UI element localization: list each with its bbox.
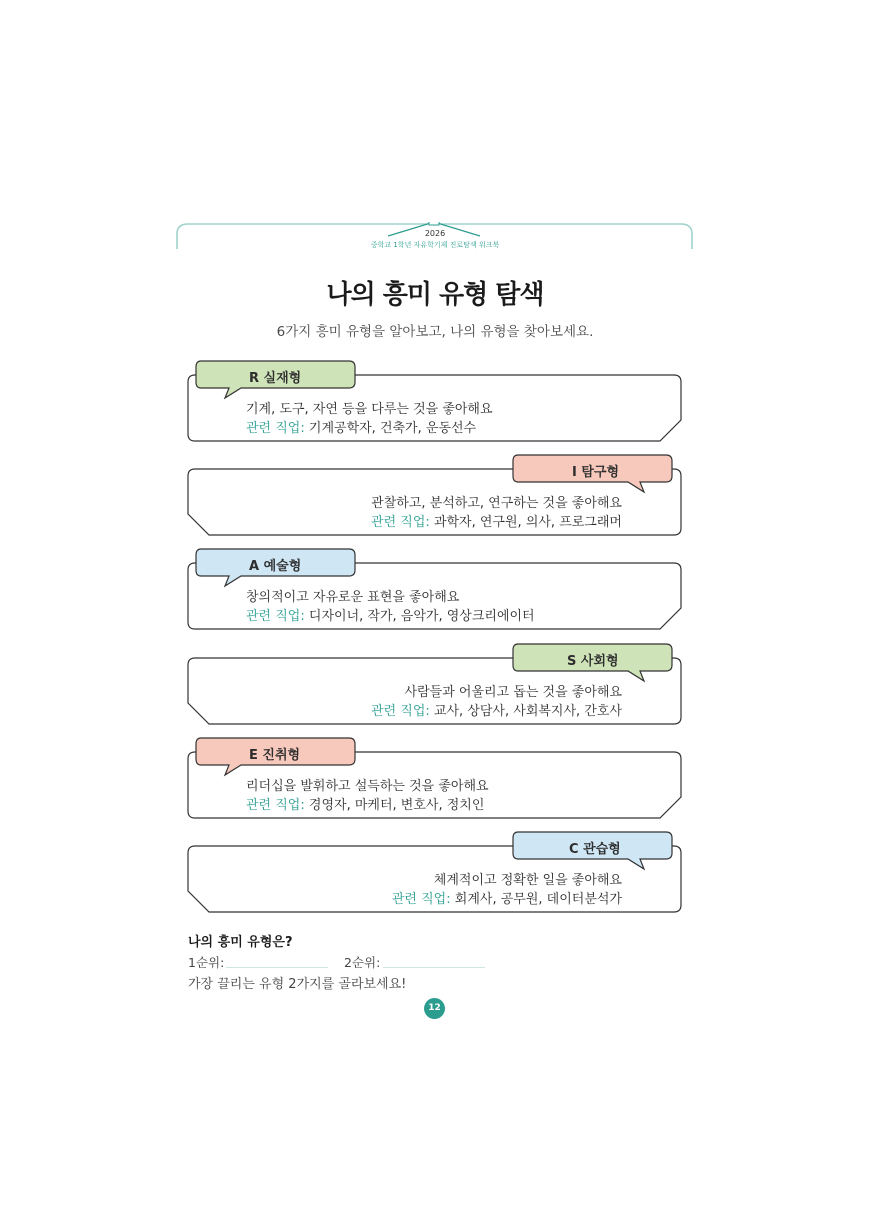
- type-tag: I 탐구형: [572, 465, 620, 480]
- jobs-list: 과학자, 연구원, 의사, 프로그래머: [433, 515, 622, 530]
- type-tag: E 진취형: [249, 748, 301, 763]
- type-card-c: [187, 842, 682, 913]
- type-card-i: [187, 465, 682, 536]
- page-title: 나의 흥미 유형 탐색: [326, 280, 544, 310]
- type-card-r: [187, 371, 682, 442]
- jobs-label: 관련 직업:: [246, 421, 305, 436]
- type-description: 체계적이고 정확한 일을 좋아해요: [433, 873, 622, 888]
- page-description: 6가지 흥미 유형을 알아보고, 나의 유형을 찾아보세요.: [276, 324, 594, 340]
- type-description: 기계, 도구, 자연 등을 다루는 것을 좋아해요: [246, 402, 493, 417]
- type-jobs: [371, 700, 622, 719]
- page-number-badge: 12: [424, 998, 445, 1019]
- type-jobs: [392, 888, 622, 907]
- rank2-label: 2순위:: [344, 955, 381, 970]
- type-tag: S 사회형: [567, 654, 619, 669]
- jobs-label: 관련 직업:: [371, 515, 430, 530]
- jobs-label: 관련 직업:: [246, 609, 305, 624]
- jobs-list: 회계사, 공무원, 데이터분석가: [454, 892, 622, 907]
- type-card-s: [187, 654, 682, 725]
- question-hint: 가장 끌리는 유형 2가지를 골라보세요!: [188, 977, 407, 992]
- type-jobs: [246, 605, 535, 624]
- header-year: 2026: [424, 229, 446, 238]
- jobs-label: 관련 직업:: [391, 892, 451, 907]
- jobs-list: 디자이너, 작가, 음악가, 영상크리에이터: [308, 609, 535, 624]
- type-jobs: [246, 794, 484, 813]
- header-subtitle: 중학교 1학년 자유학기제 진로탐색 워크북: [370, 241, 500, 249]
- type-description: 사람들과 어울리고 돕는 것을 좋아해요: [404, 685, 622, 700]
- type-jobs: [371, 511, 622, 530]
- jobs-list: 경영자, 마케터, 변호사, 정치인: [308, 798, 485, 813]
- rank1-input-line[interactable]: [226, 967, 328, 968]
- type-tag: A 예술형: [249, 559, 302, 574]
- type-jobs: [246, 417, 476, 436]
- type-description: 리더십을 발휘하고 설득하는 것을 좋아해요: [246, 779, 489, 794]
- rank1-label: 1순위:: [188, 955, 225, 970]
- type-description: 관찰하고, 분석하고, 연구하는 것을 좋아해요: [371, 496, 622, 511]
- type-card-a: [187, 559, 682, 630]
- rank2-input-line[interactable]: [383, 967, 485, 968]
- jobs-list: 교사, 상담사, 사회복지사, 간호사: [433, 704, 622, 719]
- jobs-label: 관련 직업:: [246, 798, 305, 813]
- type-tag: R 실재형: [249, 371, 302, 386]
- jobs-list: 기계공학자, 건축가, 운동선수: [308, 421, 477, 436]
- type-description: 창의적이고 자유로운 표현을 좋아해요: [246, 590, 460, 605]
- type-card-e: [187, 748, 682, 819]
- jobs-label: 관련 직업:: [371, 704, 430, 719]
- type-tag: C 관습형: [569, 842, 621, 857]
- question-title: 나의 흥미 유형은?: [188, 935, 293, 950]
